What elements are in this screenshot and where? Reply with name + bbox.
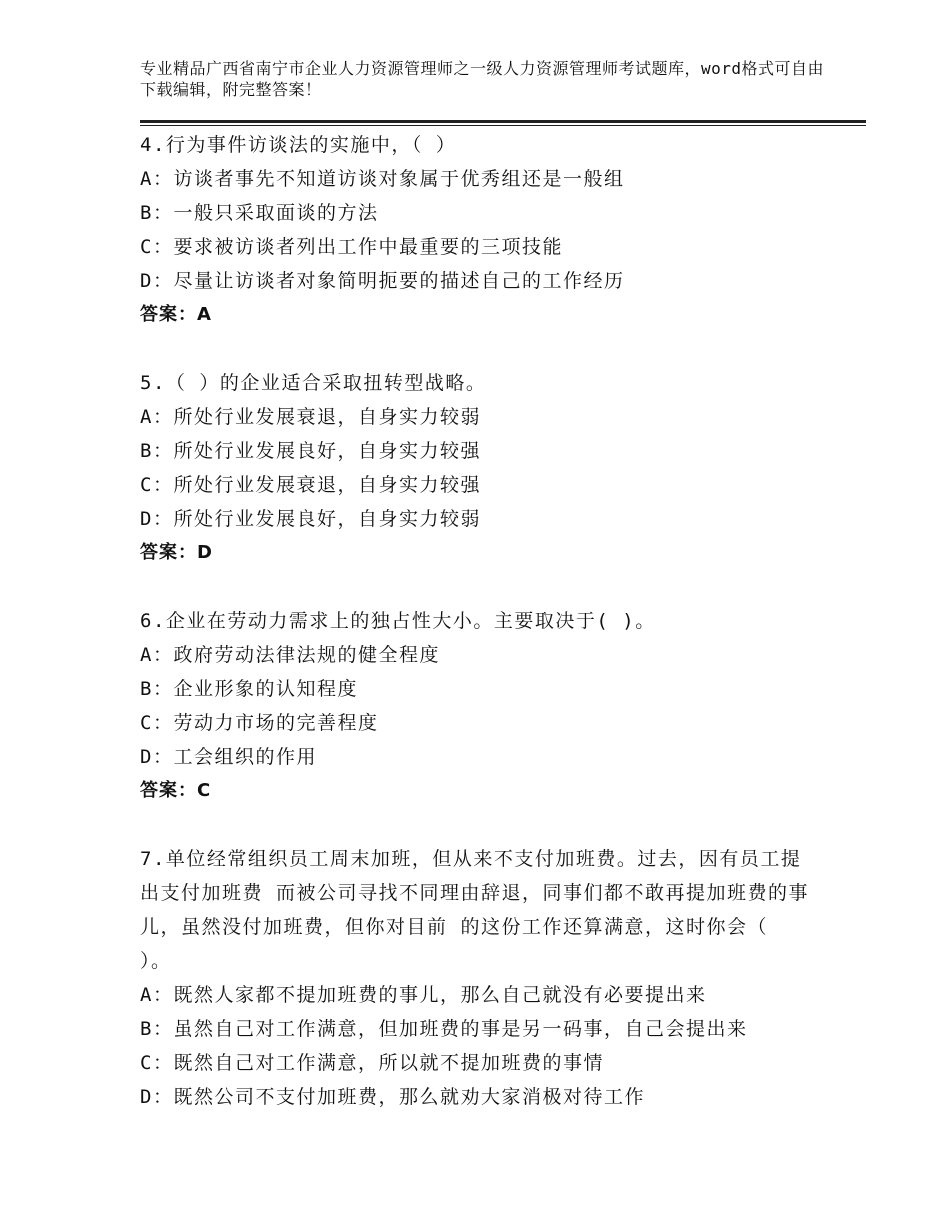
option-c: C：劳动力市场的完善程度: [140, 712, 379, 734]
question-6: [140, 604, 820, 808]
answer-label: 答案：A: [140, 304, 212, 325]
document-header: [140, 58, 830, 100]
question-stem: 7.单位经常组织员工周末加班，但从来不支付加班费。过去，因有员工提出支付加班费 而被公司寻找不同理由辞退，同事们都不敢再提加班费的事儿，虽然没付加班费，但你对目前 的这份工作还算满意，这时你会（ ）。: [140, 848, 809, 972]
option-b: B：一般只采取面谈的方法: [140, 202, 379, 224]
option-a: A：访谈者事先不知道访谈对象属于优秀组还是一般组: [140, 168, 625, 190]
header-title: 专业精品广西省南宁市企业人力资源管理师之一级人力资源管理师考试题库，word格式可自由下载编辑，附完整答案！: [140, 59, 825, 99]
question-stem: 4.行为事件访谈法的实施中，（ ）: [140, 134, 457, 156]
option-d: D：既然公司不支付加班费，那么就劝大家消极对待工作: [140, 1086, 645, 1108]
question-7: [140, 842, 820, 1114]
option-c: C：既然自己对工作满意，所以就不提加班费的事情: [140, 1052, 604, 1074]
answer-label: 答案：D: [140, 542, 213, 563]
option-a: A：所处行业发展衰退，自身实力较弱: [140, 406, 481, 428]
answer-label: 答案：C: [140, 780, 212, 801]
question-4: [140, 128, 820, 332]
question-stem: 6.企业在劳动力需求上的独占性大小。主要取决于( )。: [140, 610, 656, 632]
question-list: [140, 128, 820, 1148]
header-divider: [140, 120, 866, 126]
question-stem: 5.（ ）的企业适合采取扭转型战略。: [140, 372, 487, 394]
option-c: C：所处行业发展衰退，自身实力较强: [140, 474, 481, 496]
option-c: C：要求被访谈者列出工作中最重要的三项技能: [140, 236, 563, 258]
option-a: A：既然人家都不提加班费的事儿，那么自己就没有必要提出来: [140, 984, 707, 1006]
option-b: B：企业形象的认知程度: [140, 678, 358, 700]
option-b: B：所处行业发展良好，自身实力较强: [140, 440, 481, 462]
option-d: D：尽量让访谈者对象简明扼要的描述自己的工作经历: [140, 270, 625, 292]
option-b: B：虽然自己对工作满意，但加班费的事是另一码事，自己会提出来: [140, 1018, 748, 1040]
option-d: D：工会组织的作用: [140, 746, 317, 768]
question-5: [140, 366, 820, 570]
option-a: A：政府劳动法律法规的健全程度: [140, 644, 440, 666]
option-d: D：所处行业发展良好，自身实力较弱: [140, 508, 481, 530]
